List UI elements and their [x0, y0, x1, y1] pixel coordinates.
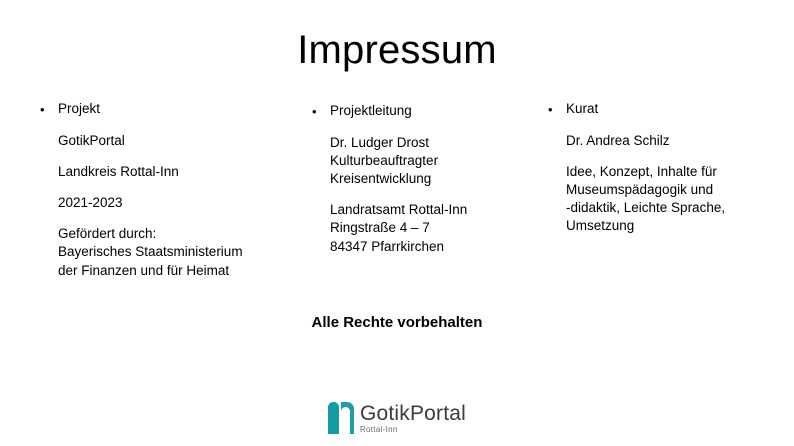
logo-text — [360, 403, 466, 434]
column-heading: Projektleitung — [330, 103, 412, 118]
text-line: Dr. Ludger Drost — [330, 134, 430, 150]
text-line: Museumspädagogik und — [566, 181, 714, 197]
bullet-dot-icon: • — [548, 102, 553, 117]
text-block — [58, 132, 290, 150]
column-heading: Projekt — [58, 101, 101, 116]
text-line: Kulturbeauftragter — [330, 152, 439, 168]
text-line: 2021-2023 — [58, 194, 123, 210]
bullet-dot-icon: • — [40, 102, 45, 117]
text-block — [566, 163, 773, 236]
text-line: 84347 Pfarrkirchen — [330, 238, 445, 254]
bullet-item — [312, 102, 527, 121]
text-block — [566, 132, 773, 150]
text-block — [330, 201, 527, 256]
column-heading: Kurat — [566, 101, 599, 116]
text-line: GotikPortal — [58, 132, 125, 148]
rights-notice: Alle Rechte vorbehalten — [311, 314, 483, 331]
text-line: Ringstraße 4 – 7 — [330, 220, 430, 236]
text-line: Gefördert durch: — [58, 226, 157, 242]
text-block — [58, 225, 290, 280]
text-line: Idee, Konzept, Inhalte für — [566, 163, 717, 179]
column-projekt — [40, 100, 290, 280]
text-line: Bayerisches Staatsministerium — [58, 244, 243, 260]
logo-subtitle: Rottal-Inn — [359, 424, 398, 434]
text-block — [58, 194, 290, 212]
logo — [0, 402, 794, 434]
gotikportal-logo-icon — [328, 402, 354, 434]
text-line: Landratsamt Rottal-Inn — [330, 202, 468, 218]
text-line: Kreisentwicklung — [330, 170, 432, 186]
bullet-item — [548, 100, 773, 119]
text-line: Umsetzung — [566, 218, 635, 234]
logo-name: GotikPortal — [359, 401, 467, 425]
column-kurat — [548, 100, 773, 236]
bullet-item — [40, 100, 290, 119]
page-title: Impressum — [297, 28, 497, 72]
text-line: Dr. Andrea Schilz — [566, 132, 670, 148]
text-line: -didaktik, Leichte Sprache, — [566, 200, 726, 216]
column-projektleitung — [312, 102, 527, 256]
text-line: der Finanzen und für Heimat — [58, 262, 230, 278]
bullet-dot-icon: • — [312, 104, 317, 119]
text-block — [58, 163, 290, 181]
text-line: Landkreis Rottal-Inn — [58, 163, 179, 179]
text-block — [330, 134, 527, 189]
